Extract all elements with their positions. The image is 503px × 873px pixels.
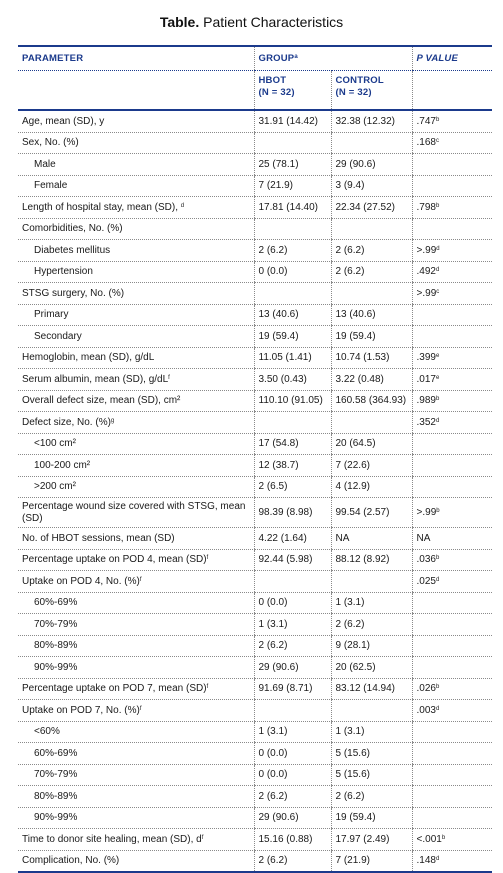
hbot-value: 29 (90.6) [254, 657, 331, 679]
control-value: 99.54 (2.57) [331, 498, 412, 528]
table-row [18, 571, 492, 593]
p-value-cell [412, 592, 492, 614]
header-control-label: CONTROL [335, 75, 384, 86]
hbot-value: 7 (21.9) [254, 175, 331, 197]
table-row [18, 850, 492, 872]
parameter-cell [18, 850, 254, 872]
parameter-cell [18, 592, 254, 614]
p-value-footnote: b [441, 834, 446, 841]
table-row [18, 132, 492, 154]
table-row [18, 369, 492, 391]
parameter-label: Age, mean (SD), y [22, 115, 105, 127]
p-value-cell [412, 110, 492, 132]
hbot-value [254, 218, 331, 240]
parameter-label: Defect size, No. (%) [22, 416, 111, 428]
control-value: 29 (90.6) [331, 154, 412, 176]
hbot-value: 17.81 (14.40) [254, 197, 331, 219]
hbot-value: 2 (6.2) [254, 850, 331, 872]
p-value-cell [412, 283, 492, 305]
hbot-value: 15.16 (0.88) [254, 829, 331, 851]
table-row [18, 261, 492, 283]
table-title-text: Patient Characteristics [203, 14, 344, 30]
parameter-label: Secondary [34, 330, 82, 342]
parameter-label: Percentage uptake on POD 7, mean (SD) [22, 683, 207, 695]
parameter-label: Primary [34, 309, 69, 321]
parameter-cell [18, 175, 254, 197]
p-value-cell [412, 700, 492, 722]
table-row [18, 528, 492, 550]
header-group [254, 46, 412, 71]
control-value: 10.74 (1.53) [331, 347, 412, 369]
control-value: 20 (64.5) [331, 433, 412, 455]
parameter-label: Uptake on POD 4, No. (%) [22, 575, 140, 587]
parameter-footnote: f [201, 834, 204, 841]
control-value: 7 (21.9) [331, 850, 412, 872]
hbot-value: 13 (40.6) [254, 304, 331, 326]
control-value: 9 (28.1) [331, 635, 412, 657]
table-row [18, 304, 492, 326]
parameter-cell [18, 390, 254, 412]
header-control-n: (N = 32) [335, 87, 372, 98]
p-value-footnote: b [435, 684, 440, 691]
p-value-footnote: e [435, 374, 440, 381]
hbot-value: 0 (0.0) [254, 592, 331, 614]
hbot-value: 29 (90.6) [254, 807, 331, 829]
table-row [18, 110, 492, 132]
hbot-value: 98.39 (8.98) [254, 498, 331, 528]
p-value-footnote: d [436, 245, 440, 252]
p-value: .492 [416, 266, 436, 278]
parameter-label: 70%-79% [34, 769, 78, 781]
parameter-label: <100 cm² [34, 438, 76, 450]
p-value-cell [412, 132, 492, 154]
control-value: 2 (6.2) [331, 240, 412, 262]
table-row [18, 678, 492, 700]
table-row [18, 498, 492, 528]
control-value: 3.22 (0.48) [331, 369, 412, 391]
table-row [18, 700, 492, 722]
control-value [331, 218, 412, 240]
hbot-value [254, 412, 331, 434]
p-value-cell [412, 476, 492, 498]
control-value: 3 (9.4) [331, 175, 412, 197]
header-hbot-n: (N = 32) [258, 87, 295, 98]
hbot-value: 19 (59.4) [254, 326, 331, 348]
p-value-footnote: b [435, 396, 440, 403]
p-value-cell [412, 154, 492, 176]
p-value-cell [412, 764, 492, 786]
control-value: 13 (40.6) [331, 304, 412, 326]
hbot-value: 2 (6.2) [254, 240, 331, 262]
table-title-label: Table. [159, 14, 200, 30]
parameter-cell [18, 369, 254, 391]
p-value: .168 [416, 137, 436, 149]
parameter-footnote: f [139, 705, 142, 712]
hbot-value: 12 (38.7) [254, 455, 331, 477]
parameter-label: Percentage wound size covered with STSG, mean (SD) [22, 500, 246, 524]
parameter-label: Hemoglobin, mean (SD), g/dL [22, 352, 155, 364]
p-value: >.99 [416, 244, 437, 256]
hbot-value: 91.69 (8.71) [254, 678, 331, 700]
p-value: NA [416, 532, 431, 544]
parameter-label: Serum albumin, mean (SD), g/dL [22, 373, 169, 385]
parameter-label: 60%-69% [34, 597, 78, 609]
table-row [18, 743, 492, 765]
p-value: .036 [416, 554, 436, 566]
p-value-cell [412, 571, 492, 593]
p-value-cell [412, 786, 492, 808]
hbot-value: 0 (0.0) [254, 743, 331, 765]
control-value: 88.12 (8.92) [331, 549, 412, 571]
table-row [18, 614, 492, 636]
parameter-label: 90%-99% [34, 812, 78, 824]
hbot-value: 2 (6.2) [254, 635, 331, 657]
p-value-cell [412, 175, 492, 197]
control-value: 19 (59.4) [331, 326, 412, 348]
p-value-footnote: d [435, 856, 440, 863]
header-group-label: GROUP [258, 53, 295, 64]
hbot-value: 110.10 (91.05) [254, 390, 331, 412]
p-value-cell [412, 304, 492, 326]
parameter-label: Complication, No. (%) [22, 855, 120, 867]
hbot-value [254, 700, 331, 722]
table-row [18, 657, 492, 679]
control-value: 2 (6.2) [331, 261, 412, 283]
parameter-cell [18, 218, 254, 240]
p-value-cell [412, 390, 492, 412]
table-row [18, 240, 492, 262]
control-value: 1 (3.1) [331, 592, 412, 614]
control-value: 160.58 (364.93) [331, 390, 412, 412]
hbot-value: 2 (6.5) [254, 476, 331, 498]
p-value-footnote: d [435, 705, 440, 712]
characteristics-table [18, 45, 492, 873]
parameter-cell [18, 764, 254, 786]
p-value-cell [412, 721, 492, 743]
control-value: 5 (15.6) [331, 743, 412, 765]
control-value: NA [331, 528, 412, 550]
control-value: 19 (59.4) [331, 807, 412, 829]
table-row [18, 326, 492, 348]
table-row [18, 347, 492, 369]
parameter-label: No. of HBOT sessions, mean (SD) [22, 532, 175, 544]
parameter-cell [18, 197, 254, 219]
p-value: .026 [416, 683, 436, 695]
table-row [18, 433, 492, 455]
table-row [18, 197, 492, 219]
control-value: 2 (6.2) [331, 786, 412, 808]
p-value-cell [412, 528, 492, 550]
hbot-value: 17 (54.8) [254, 433, 331, 455]
parameter-footnote: d [180, 202, 185, 209]
p-value-cell [412, 218, 492, 240]
parameter-cell [18, 326, 254, 348]
parameter-cell [18, 528, 254, 550]
parameter-footnote: f [206, 555, 209, 562]
p-value-cell [412, 829, 492, 851]
parameter-cell [18, 240, 254, 262]
parameter-label: 80%-89% [34, 640, 78, 652]
parameter-label: >200 cm² [34, 481, 76, 493]
p-value: .352 [416, 416, 436, 428]
p-value: .747 [416, 115, 436, 127]
table-row [18, 476, 492, 498]
p-value: .148 [416, 855, 436, 867]
table-row [18, 218, 492, 240]
parameter-cell [18, 829, 254, 851]
parameter-label: Male [34, 158, 56, 170]
p-value-cell [412, 261, 492, 283]
hbot-value: 92.44 (5.98) [254, 549, 331, 571]
parameter-cell [18, 743, 254, 765]
header-parameter: PARAMETER [18, 46, 254, 71]
p-value: <.001 [416, 833, 442, 845]
hbot-value: 3.50 (0.43) [254, 369, 331, 391]
parameter-cell [18, 132, 254, 154]
table-row [18, 786, 492, 808]
parameter-footnote: f [168, 374, 170, 381]
control-value: 17.97 (2.49) [331, 829, 412, 851]
p-value: .017 [416, 373, 436, 385]
parameter-label: Female [34, 180, 68, 192]
table-row [18, 807, 492, 829]
parameter-label: Sex, No. (%) [22, 137, 79, 149]
p-value-cell [412, 433, 492, 455]
table-row [18, 829, 492, 851]
parameter-cell [18, 657, 254, 679]
table-row [18, 412, 492, 434]
control-value: 5 (15.6) [331, 764, 412, 786]
p-value: .003 [416, 704, 436, 716]
p-value-footnote: d [435, 576, 440, 583]
control-value: 4 (12.9) [331, 476, 412, 498]
table-row [18, 592, 492, 614]
header-row-top [18, 46, 492, 71]
parameter-cell [18, 476, 254, 498]
p-value-cell [412, 197, 492, 219]
p-value-cell [412, 326, 492, 348]
p-value-cell [412, 412, 492, 434]
header-hbot [254, 71, 331, 111]
p-value-footnote: e [435, 353, 440, 360]
parameter-footnote: f [139, 576, 142, 583]
table-row [18, 721, 492, 743]
p-value-footnote: b [435, 202, 440, 209]
p-value-footnote: c [436, 288, 440, 295]
header-p-value [412, 46, 492, 71]
control-value: 2 (6.2) [331, 614, 412, 636]
table-row [18, 390, 492, 412]
p-value-cell [412, 807, 492, 829]
parameter-label: Length of hospital stay, mean (SD), [22, 201, 181, 213]
hbot-value: 4.22 (1.64) [254, 528, 331, 550]
parameter-cell [18, 304, 254, 326]
p-value-footnote: d [435, 417, 440, 424]
header-blank [18, 71, 254, 111]
control-value [331, 412, 412, 434]
header-p-blank [412, 71, 492, 111]
parameter-label: Percentage uptake on POD 4, mean (SD) [22, 554, 207, 566]
p-value-cell [412, 347, 492, 369]
table-body [18, 110, 492, 872]
hbot-value [254, 571, 331, 593]
p-value-cell [412, 614, 492, 636]
p-value-footnote: d [435, 267, 440, 274]
table-row [18, 175, 492, 197]
parameter-label: Diabetes mellitus [34, 244, 111, 256]
p-value-cell [412, 635, 492, 657]
parameter-label: 60%-69% [34, 747, 78, 759]
parameter-label: 80%-89% [34, 790, 78, 802]
p-value: .989 [416, 395, 436, 407]
parameter-cell [18, 347, 254, 369]
parameter-cell [18, 412, 254, 434]
parameter-label: 70%-79% [34, 618, 78, 630]
hbot-value [254, 132, 331, 154]
parameter-cell [18, 614, 254, 636]
control-value: 32.38 (12.32) [331, 110, 412, 132]
table-row [18, 549, 492, 571]
control-value: 22.34 (27.52) [331, 197, 412, 219]
parameter-cell [18, 571, 254, 593]
parameter-cell [18, 455, 254, 477]
table-row [18, 283, 492, 305]
parameter-label: Hypertension [34, 266, 93, 278]
control-value [331, 571, 412, 593]
hbot-value: 31.91 (14.42) [254, 110, 331, 132]
p-value: .025 [416, 575, 436, 587]
table-row [18, 455, 492, 477]
parameter-cell [18, 110, 254, 132]
header-hbot-label: HBOT [258, 75, 287, 86]
control-value: 1 (3.1) [331, 721, 412, 743]
parameter-label: Overall defect size, mean (SD), cm² [22, 395, 181, 407]
hbot-value [254, 283, 331, 305]
parameter-label: 100-200 cm² [34, 459, 91, 471]
hbot-value: 0 (0.0) [254, 764, 331, 786]
header-row-sub [18, 71, 492, 111]
p-value-cell [412, 850, 492, 872]
hbot-value: 2 (6.2) [254, 786, 331, 808]
control-value: 83.12 (14.94) [331, 678, 412, 700]
parameter-cell [18, 498, 254, 528]
parameter-cell [18, 283, 254, 305]
p-value-cell [412, 455, 492, 477]
table-row [18, 635, 492, 657]
p-value: .399 [416, 352, 436, 364]
p-value: >.99 [416, 287, 437, 299]
p-value-footnote: b [435, 116, 440, 123]
hbot-value: 11.05 (1.41) [254, 347, 331, 369]
parameter-cell [18, 807, 254, 829]
p-value-cell [412, 657, 492, 679]
table-row [18, 154, 492, 176]
parameter-cell [18, 261, 254, 283]
control-value: 7 (22.6) [331, 455, 412, 477]
parameter-label: Comorbidities, No. (%) [22, 223, 123, 235]
p-value-cell [412, 498, 492, 528]
p-value-cell [412, 240, 492, 262]
parameter-footnote: f [206, 684, 209, 691]
hbot-value: 1 (3.1) [254, 721, 331, 743]
p-value-cell [412, 369, 492, 391]
parameter-label: 90%-99% [34, 661, 78, 673]
parameter-cell [18, 700, 254, 722]
table-title [0, 14, 503, 30]
parameter-cell [18, 786, 254, 808]
p-value: >.99 [416, 506, 437, 518]
control-value [331, 132, 412, 154]
control-value [331, 700, 412, 722]
control-value: 20 (62.5) [331, 657, 412, 679]
control-value [331, 283, 412, 305]
header-group-footnote: a [294, 54, 298, 60]
p-value-footnote: b [436, 507, 440, 514]
parameter-cell [18, 433, 254, 455]
header-control [331, 71, 412, 111]
hbot-value: 0 (0.0) [254, 261, 331, 283]
parameter-cell [18, 678, 254, 700]
parameter-cell [18, 635, 254, 657]
parameter-label: Uptake on POD 7, No. (%) [22, 704, 140, 716]
parameter-cell [18, 721, 254, 743]
parameter-label: Time to donor site healing, mean (SD), d [22, 833, 202, 845]
hbot-value: 1 (3.1) [254, 614, 331, 636]
parameter-label: <60% [34, 726, 60, 738]
table-row [18, 764, 492, 786]
p-value-cell [412, 743, 492, 765]
p-value-footnote: c [435, 138, 439, 145]
p-value-footnote: b [435, 555, 440, 562]
parameter-label: STSG surgery, No. (%) [22, 287, 125, 299]
p-value-cell [412, 549, 492, 571]
parameter-cell [18, 549, 254, 571]
parameter-footnote: g [110, 417, 115, 424]
p-value: .798 [416, 201, 436, 213]
hbot-value: 25 (78.1) [254, 154, 331, 176]
parameter-cell [18, 154, 254, 176]
p-value-cell [412, 678, 492, 700]
header-p-value-label: P VALUE [416, 53, 459, 64]
